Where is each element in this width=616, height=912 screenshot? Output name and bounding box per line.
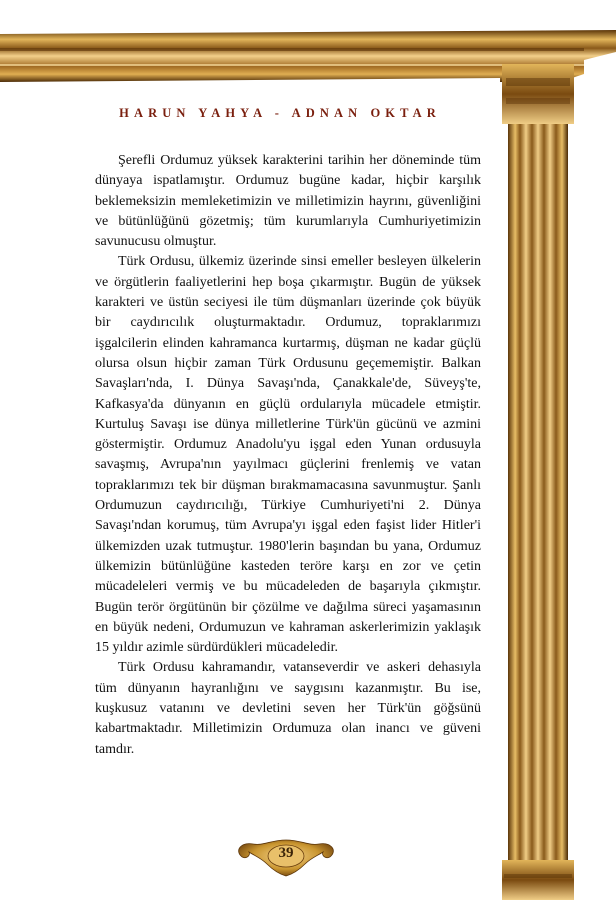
page-number: 39 xyxy=(278,845,294,861)
running-header: HARUN YAHYA - ADNAN OKTAR xyxy=(119,106,441,120)
body-text xyxy=(95,151,481,760)
paragraph: Şerefli Ordumuz yüksek karakterini tarihin her döneminde tüm dünyaya ispatlamıştır. Ordumuz bugüne kadar, hiçbir karşılık beklemeksizin memleketimizin ve milletimizin hayrını, güvenliğini ve bütünlüğünü gözetmiş; tüm kurumlarıyla Cumhuriyetimizin savunucusu olmuştur. xyxy=(95,153,481,250)
paragraph: Türk Ordusu, ülkemiz üzerinde sinsi emeller besleyen ülkelerin ve örgütlerin faaliyetlerini hep boşa çıkarmıştır. Bugün de yüksek karakteri ve üstün seciyesi ile tüm düşmanları üzerinde çok büyük bir caydırıcılık oluşturmaktadır. Ordumuz, topraklarımızı işgalcilerin elinden kahramanca kurtarmış, düşman ne kadar güçlü olursa olsun hiçbir zaman Türk Ordusunu geçememiştir. Balkan Savaşları'nda, I. Dünya Savaşı'nda, Çanakkale'de, Süveyş'te, Kafkasya'da dünyanın en güçlü ordularıyla mücadele etmiştir. Kurtuluş Savaşı ise dünya milletlerine Türk'ün gücünü ve azmini göstermiştir. Ordumuz Anadolu'yu işgal eden Yunan ordusuyla savaşmış, Avrupa'nın yayılmacı güçlerini frenlemiş ve vatan topraklarımızı tek bir düşman bırakmamacasına savunmuştur. Şanlı Ordumuzun caydırıcılığı, Türkiye Cumhuriyeti'ni 2. Dünya Savaşı'ndan korumuş, tüm Avrupa'yı işgal eden faşist lider Hitler'i ülkemizden uzak tutmuştur. 1980'lerin başından bu yana, Ordumuz ülkemizin bütünlüğüne kasteden teröre karşı en zor ve çetin mücadeleleri vermiş ve bu mücadeleden de başarıyla çıkmıştır. Bugün terör örgütünün bir çözülme ve dağılma süreci yaşamasının en büyük nedeni, Ordumuzun ve kahraman askerlerimizin yaklaşık 15 yıldır azimle sürdürdükleri mücadeledir. xyxy=(95,254,481,656)
paragraph: Türk Ordusu kahramandır, vatanseverdir ve askeri dehasıyla tüm dünyanın hayranlığını ve saygısını kazanmıştır. Bu ise, kuşkusuz vatanını ve devletini seven her Türk'ün göğsünü kabartmaktadır. Milletimizin Ordumuza olan inancı ve güveni tamdır. xyxy=(95,660,481,757)
right-column-ornament xyxy=(502,64,574,900)
